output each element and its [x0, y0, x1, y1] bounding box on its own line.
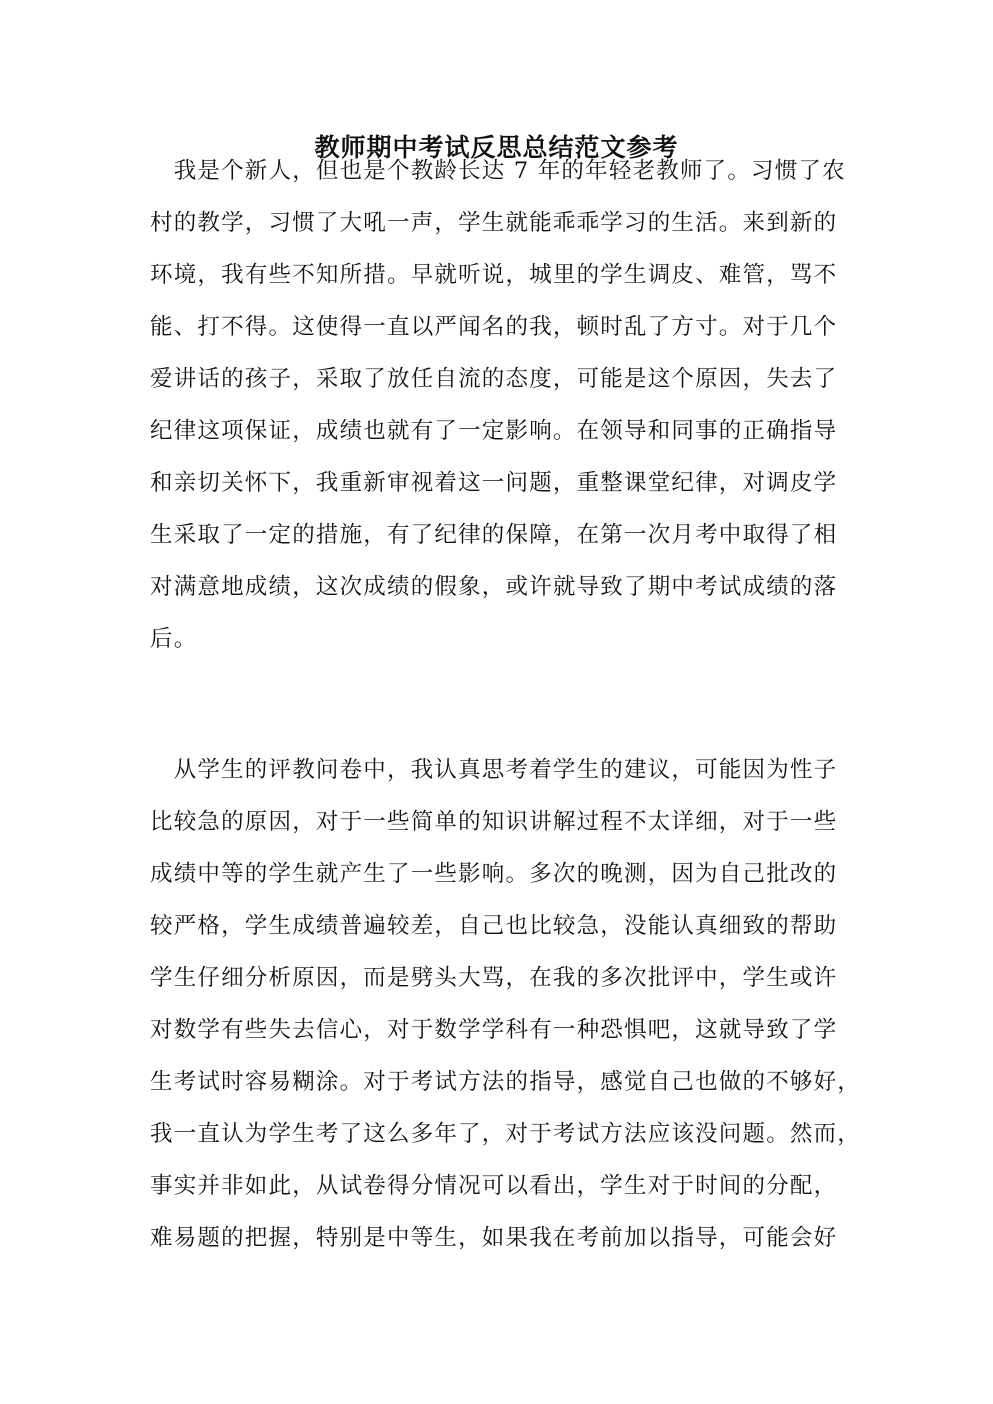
text-line: 事实并非如此，从试卷得分情况可以看出，学生对于时间的分配，: [150, 1173, 838, 1199]
text-line: 成绩中等的学生就产生了一些影响。多次的晚测，因为自己批改的: [150, 861, 838, 887]
text-line: 生考试时容易糊涂。对于考试方法的指导，感觉自己也做的不够好，: [150, 1069, 862, 1095]
text-line: 学生仔细分析原因，而是劈头大骂，在我的多次批评中，学生或许: [150, 965, 838, 991]
text-line: 爱讲话的孩子，采取了放任自流的态度，可能是这个原因，失去了: [150, 366, 838, 392]
text-line: 和亲切关怀下，我重新审视着这一问题，重整课堂纪律，对调皮学: [150, 470, 838, 496]
text-line: 后。: [150, 626, 198, 652]
text-line: 比较急的原因，对于一些简单的知识讲解过程不太详细，对于一些: [150, 809, 838, 835]
text-line: 对满意地成绩，这次成绩的假象，或许就导致了期中考试成绩的落: [150, 574, 838, 600]
text-line: 难易题的把握，特别是中等生，如果我在考前加以指导，可能会好: [150, 1225, 838, 1251]
text-line: 能、打不得。这使得一直以严闻名的我，顿时乱了方寸。对于几个: [150, 314, 838, 340]
text-line: 从学生的评教问卷中，我认真思考着学生的建议，可能因为性子: [150, 757, 838, 783]
text-line: 环境，我有些不知所措。早就听说，城里的学生调皮、难管，骂不: [150, 262, 838, 288]
text-line: 纪律这项保证，成绩也就有了一定影响。在领导和同事的正确指导: [150, 418, 838, 444]
paragraph-2: [150, 744, 862, 1264]
text-line: 我一直认为学生考了这么多年了，对于考试方法应该没问题。然而，: [150, 1121, 862, 1147]
text-line: 生采取了一定的措施，有了纪律的保障，在第一次月考中取得了相: [150, 522, 838, 548]
document-title: 教师期中考试反思总结范文参考: [314, 133, 679, 162]
text-line: 村的教学，习惯了大吼一声，学生就能乖乖学习的生活。来到新的: [150, 210, 838, 236]
text-line: 对数学有些失去信心，对于数学学科有一种恐惧吧，这就导致了学: [150, 1017, 838, 1043]
paragraph-1: [150, 145, 846, 665]
text-line: 较严格，学生成绩普遍较差，自己也比较急，没能认真细致的帮助: [150, 913, 838, 939]
text-line: 我是个新人，但也是个教龄长达 7 年的年轻老教师了。习惯了农: [150, 158, 846, 184]
